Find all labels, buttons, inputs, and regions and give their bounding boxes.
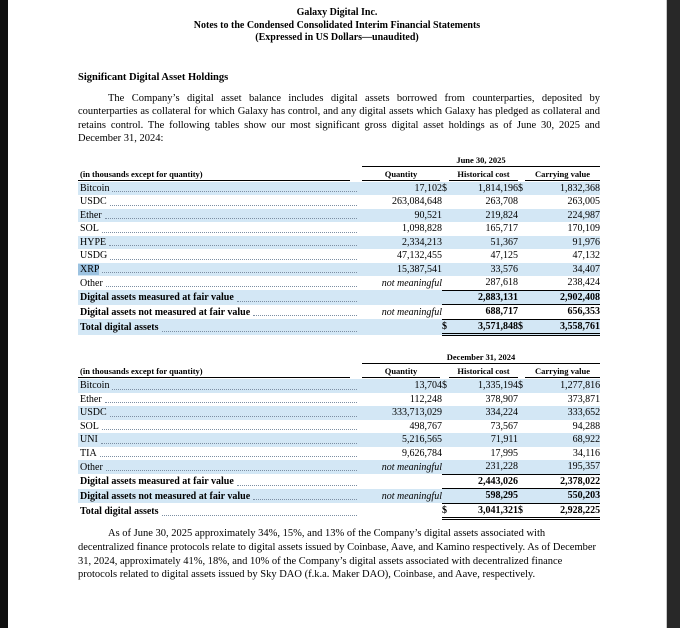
asset-label: Digital assets measured at fair value xyxy=(80,292,234,304)
carrying-value-cell: 238,424 xyxy=(567,277,601,289)
carrying-value-cell: 656,353 xyxy=(534,305,600,320)
dot-leader xyxy=(105,218,357,219)
asset-label-cell xyxy=(78,319,360,335)
carrying-value-cell: 34,116 xyxy=(572,447,601,459)
section-title: Significant Digital Asset Holdings xyxy=(78,71,229,83)
carrying-value-cell: 373,871 xyxy=(567,393,601,405)
carrying-value-dollar: $ xyxy=(518,503,534,519)
asset-label: USDC xyxy=(80,407,107,419)
asset-label: Bitcoin xyxy=(80,182,110,194)
dot-leader xyxy=(253,315,357,316)
quantity-cell: 5,216,565 xyxy=(360,433,442,447)
asset-label: SOL xyxy=(80,223,99,235)
historical-cost-dollar xyxy=(442,276,458,290)
historical-cost-cell: 334,224 xyxy=(458,406,518,420)
historical-cost-cell: 71,911 xyxy=(458,433,518,447)
quantity-header-cell xyxy=(360,168,442,182)
asset-label-cell xyxy=(78,503,360,519)
historical-cost-cell: 1,335,194 xyxy=(458,379,518,393)
table-row xyxy=(78,195,600,209)
asset-label: Digital assets measured at fair value xyxy=(80,476,234,488)
table-row xyxy=(78,236,600,250)
historical-cost-header-cell xyxy=(442,365,518,379)
asset-label-cell xyxy=(78,406,360,420)
historical-cost-cell: 73,567 xyxy=(490,420,518,432)
asset-label-cell xyxy=(78,249,360,263)
historical-cost-dollar xyxy=(442,447,458,461)
period-label: June 30, 2025 xyxy=(362,155,600,167)
asset-label-cell xyxy=(78,209,360,223)
asset-label-cell xyxy=(78,182,360,196)
carrying-value-cell: 224,987 xyxy=(534,209,600,223)
asset-label: Bitcoin xyxy=(80,380,110,392)
carrying-value-dollar xyxy=(518,474,534,489)
historical-cost-dollar xyxy=(442,290,458,305)
dot-leader xyxy=(106,286,357,287)
asset-label: SOL xyxy=(80,420,99,432)
historical-cost-cell: 1,814,196 xyxy=(458,182,518,196)
carrying-value-dollar xyxy=(518,249,534,263)
historical-cost-dollar: $ xyxy=(442,503,458,519)
dot-leader xyxy=(100,456,357,457)
historical-cost-cell: 17,995 xyxy=(490,447,518,459)
carrying-value-dollar xyxy=(518,406,534,420)
closing-paragraph: As of June 30, 2025 approximately 34%, 15%, and 13% of the Company’s digital assets associated with decentralized finance protocols relate to digital assets issued by Coinbase, Aave, and Kamino respectively. As of December 31, 2024, approximately 41%, 18%, and 10% of the Company’s digital assets associated with decentralized finance protocols related to digital assets issued by Sky DAO (f.k.a. Maker DAO), Coinbase, and Aave, respectively. xyxy=(78,528,597,581)
units-cell xyxy=(78,168,360,182)
table-row xyxy=(78,222,600,236)
right-edge-bar xyxy=(666,0,680,628)
spacer-cell xyxy=(78,351,360,365)
carrying-value-dollar xyxy=(518,263,534,277)
dot-leader xyxy=(253,499,357,500)
historical-cost-column-header: Historical cost xyxy=(449,366,518,378)
asset-label-cell xyxy=(78,447,360,461)
asset-label: Other xyxy=(80,277,103,289)
historical-cost-dollar xyxy=(442,263,458,277)
carrying-value-dollar: $ xyxy=(518,319,534,335)
dot-leader xyxy=(101,443,357,444)
table-row xyxy=(78,393,600,407)
table-row xyxy=(78,290,600,305)
asset-label-cell xyxy=(78,433,360,447)
quantity-cell: 13,704 xyxy=(360,379,442,393)
historical-cost-dollar xyxy=(442,236,458,250)
units-cell xyxy=(78,365,360,379)
historical-cost-cell: 33,576 xyxy=(458,263,518,277)
carrying-value-dollar xyxy=(518,222,534,236)
carrying-value-dollar: $ xyxy=(518,182,534,196)
asset-label: USDC xyxy=(80,196,107,208)
table-row xyxy=(78,420,600,434)
asset-label: Digital assets not measured at fair value xyxy=(80,306,251,318)
asset-label: Digital assets not measured at fair value xyxy=(80,490,251,502)
asset-label-cell xyxy=(78,195,360,209)
asset-label: USDG xyxy=(80,250,108,262)
quantity-cell: 90,521 xyxy=(360,209,442,223)
quantity-cell: 112,248 xyxy=(409,393,442,405)
quantity-cell: 498,767 xyxy=(409,420,442,432)
dot-leader xyxy=(110,205,357,206)
dot-leader xyxy=(162,331,357,332)
quantity-cell xyxy=(360,474,442,489)
historical-cost-dollar xyxy=(442,460,458,474)
historical-cost-dollar xyxy=(442,209,458,223)
quantity-cell: not meaningful xyxy=(360,489,442,504)
historical-cost-header-cell xyxy=(442,168,518,182)
quantity-cell: 1,098,828 xyxy=(402,223,442,235)
dot-leader xyxy=(102,232,357,233)
carrying-value-dollar xyxy=(518,460,534,474)
column-header-row xyxy=(78,365,600,379)
quantity-cell: 9,626,784 xyxy=(402,447,442,459)
holdings-table xyxy=(78,154,600,337)
document-page xyxy=(8,0,666,628)
table-row xyxy=(78,503,600,519)
carrying-value-cell: 2,378,022 xyxy=(534,474,600,489)
currency-note: (Expressed in US Dollars—unaudited) xyxy=(255,32,419,43)
carrying-value-cell: 333,652 xyxy=(534,406,600,420)
asset-label-cell xyxy=(78,236,360,250)
historical-cost-cell: 51,367 xyxy=(458,236,518,250)
carrying-value-dollar xyxy=(518,420,534,434)
document-content xyxy=(78,72,600,582)
carrying-value-dollar: $ xyxy=(518,379,534,393)
holdings-table-june-2025 xyxy=(78,154,600,337)
historical-cost-cell: 598,295 xyxy=(458,489,518,504)
historical-cost-cell: 263,708 xyxy=(485,196,518,208)
notes-title: Notes to the Condensed Consolidated Interim Financial Statements xyxy=(193,19,481,31)
carrying-value-cell: 263,005 xyxy=(567,196,601,208)
asset-label: Total digital assets xyxy=(80,506,159,518)
historical-cost-cell: 3,571,848 xyxy=(458,319,518,335)
units-label: (in thousands except for quantity) xyxy=(78,169,350,181)
column-header-row xyxy=(78,168,600,182)
table-row xyxy=(78,319,600,335)
historical-cost-dollar: $ xyxy=(442,182,458,196)
carrying-value-cell: 94,288 xyxy=(572,420,601,432)
dot-leader xyxy=(162,515,357,516)
carrying-value-dollar xyxy=(518,276,534,290)
quantity-cell: not meaningful xyxy=(360,460,442,474)
dot-leader xyxy=(105,402,357,403)
carrying-value-dollar xyxy=(518,209,534,223)
intro-paragraph: The Company’s digital asset balance includes digital assets borrowed from counterparties, deposited by counterparties as collateral for which Galaxy has control, and any digital assets which Galaxy has pledged as collateral and retains control. The following tables show our most significant gross digital asset holdings as of June 30, 2025 and December 31, 2024: xyxy=(78,92,600,145)
historical-cost-dollar xyxy=(442,249,458,263)
asset-label: Ether xyxy=(80,209,102,221)
period-header-row xyxy=(78,351,600,365)
table-row xyxy=(78,379,600,393)
carrying-value-dollar xyxy=(518,433,534,447)
asset-label-cell xyxy=(78,393,360,407)
table-row xyxy=(78,474,600,489)
dot-leader xyxy=(109,245,357,246)
asset-label-cell xyxy=(78,420,360,434)
historical-cost-cell: 2,883,131 xyxy=(458,290,518,305)
dot-leader xyxy=(110,259,357,260)
dot-leader xyxy=(102,272,357,273)
historical-cost-cell: 165,717 xyxy=(485,223,518,235)
dot-leader xyxy=(102,429,357,430)
table-row xyxy=(78,305,600,320)
historical-cost-dollar: $ xyxy=(442,319,458,335)
holdings-table xyxy=(78,351,600,520)
selected-text: XRP xyxy=(80,263,100,275)
historical-cost-dollar xyxy=(442,393,458,407)
table-row xyxy=(78,263,600,277)
dot-leader xyxy=(112,191,357,192)
historical-cost-cell: 47,125 xyxy=(490,250,518,262)
spacer-cell xyxy=(78,154,360,168)
period-cell xyxy=(360,351,600,365)
quantity-column-header: Quantity xyxy=(362,366,440,378)
historical-cost-dollar xyxy=(442,222,458,236)
carrying-value-cell: 195,357 xyxy=(534,460,600,474)
quantity-cell: 47,132,455 xyxy=(397,250,442,262)
quantity-cell: not meaningful xyxy=(381,277,442,289)
carrying-value-cell: 170,109 xyxy=(567,223,601,235)
carrying-value-cell: 91,976 xyxy=(534,236,600,250)
holdings-table-december-2024 xyxy=(78,351,600,520)
quantity-cell xyxy=(360,319,442,335)
table-row xyxy=(78,276,600,290)
table-row xyxy=(78,182,600,196)
asset-label-cell xyxy=(78,474,360,489)
carrying-value-dollar xyxy=(518,195,534,209)
company-name: Galaxy Digital Inc. xyxy=(296,7,378,18)
historical-cost-cell: 219,824 xyxy=(458,209,518,223)
period-label: December 31, 2024 xyxy=(362,352,600,364)
carrying-value-column-header: Carrying value xyxy=(525,366,600,378)
carrying-value-cell: 3,558,761 xyxy=(534,319,600,335)
asset-label-cell xyxy=(78,379,360,393)
asset-label: UNI xyxy=(80,434,98,446)
carrying-value-cell: 2,928,225 xyxy=(534,503,600,519)
table-row xyxy=(78,489,600,504)
historical-cost-dollar xyxy=(442,195,458,209)
table-row xyxy=(78,406,600,420)
historical-cost-column-header: Historical cost xyxy=(449,169,518,181)
quantity-cell xyxy=(360,290,442,305)
asset-label: Total digital assets xyxy=(80,322,159,334)
carrying-value-dollar xyxy=(518,447,534,461)
asset-label: Other xyxy=(80,461,103,473)
asset-label-cell xyxy=(78,263,360,277)
carrying-value-cell: 2,902,408 xyxy=(534,290,600,305)
table-row xyxy=(78,460,600,474)
asset-label-cell xyxy=(78,222,360,236)
carrying-value-cell: 68,922 xyxy=(534,433,600,447)
historical-cost-dollar xyxy=(442,406,458,420)
asset-label-cell xyxy=(78,276,360,290)
historical-cost-cell: 287,618 xyxy=(485,277,518,289)
carrying-value-dollar xyxy=(518,236,534,250)
period-cell xyxy=(360,154,600,168)
table-row xyxy=(78,447,600,461)
carrying-value-cell: 1,277,816 xyxy=(534,379,600,393)
asset-label: TIA xyxy=(80,447,97,459)
quantity-header-cell xyxy=(360,365,442,379)
carrying-value-cell: 550,203 xyxy=(534,489,600,504)
carrying-value-column-header: Carrying value xyxy=(525,169,600,181)
historical-cost-dollar xyxy=(442,489,458,504)
historical-cost-dollar xyxy=(442,305,458,320)
units-label: (in thousands except for quantity) xyxy=(78,366,350,378)
table-row xyxy=(78,209,600,223)
asset-label-cell xyxy=(78,290,360,305)
quantity-cell: not meaningful xyxy=(381,306,442,318)
carrying-value-dollar xyxy=(518,489,534,504)
quantity-cell: 263,084,648 xyxy=(392,196,442,208)
carrying-value-header-cell xyxy=(518,365,600,379)
quantity-cell: 333,713,029 xyxy=(360,406,442,420)
asset-label-cell xyxy=(78,305,360,320)
historical-cost-cell: 378,907 xyxy=(485,393,518,405)
asset-label: HYPE xyxy=(80,236,107,248)
carrying-value-cell: 34,407 xyxy=(534,263,600,277)
dot-leader xyxy=(110,416,357,417)
historical-cost-cell: 231,228 xyxy=(458,460,518,474)
quantity-cell: 15,387,541 xyxy=(360,263,442,277)
historical-cost-dollar xyxy=(442,420,458,434)
historical-cost-dollar: $ xyxy=(442,379,458,393)
quantity-column-header: Quantity xyxy=(362,169,440,181)
dot-leader xyxy=(112,389,357,390)
carrying-value-dollar xyxy=(518,305,534,320)
asset-label-cell xyxy=(78,489,360,504)
historical-cost-dollar xyxy=(442,474,458,489)
quantity-cell: 2,334,213 xyxy=(360,236,442,250)
table-row xyxy=(78,249,600,263)
dot-leader xyxy=(237,301,357,302)
historical-cost-cell: 3,041,321 xyxy=(458,503,518,519)
quantity-cell: 17,102 xyxy=(360,182,442,196)
historical-cost-cell: 2,443,026 xyxy=(458,474,518,489)
document-header xyxy=(8,0,666,45)
asset-label: Ether xyxy=(80,393,102,405)
carrying-value-header-cell xyxy=(518,168,600,182)
quantity-cell xyxy=(360,503,442,519)
carrying-value-cell: 47,132 xyxy=(572,250,601,262)
historical-cost-cell: 688,717 xyxy=(458,305,518,320)
historical-cost-dollar xyxy=(442,433,458,447)
dot-leader xyxy=(106,470,357,471)
period-header-row xyxy=(78,154,600,168)
table-row xyxy=(78,433,600,447)
carrying-value-dollar xyxy=(518,290,534,305)
carrying-value-cell: 1,832,368 xyxy=(534,182,600,196)
left-edge-bar xyxy=(0,0,8,628)
dot-leader xyxy=(237,485,357,486)
carrying-value-dollar xyxy=(518,393,534,407)
asset-label-cell xyxy=(78,460,360,474)
